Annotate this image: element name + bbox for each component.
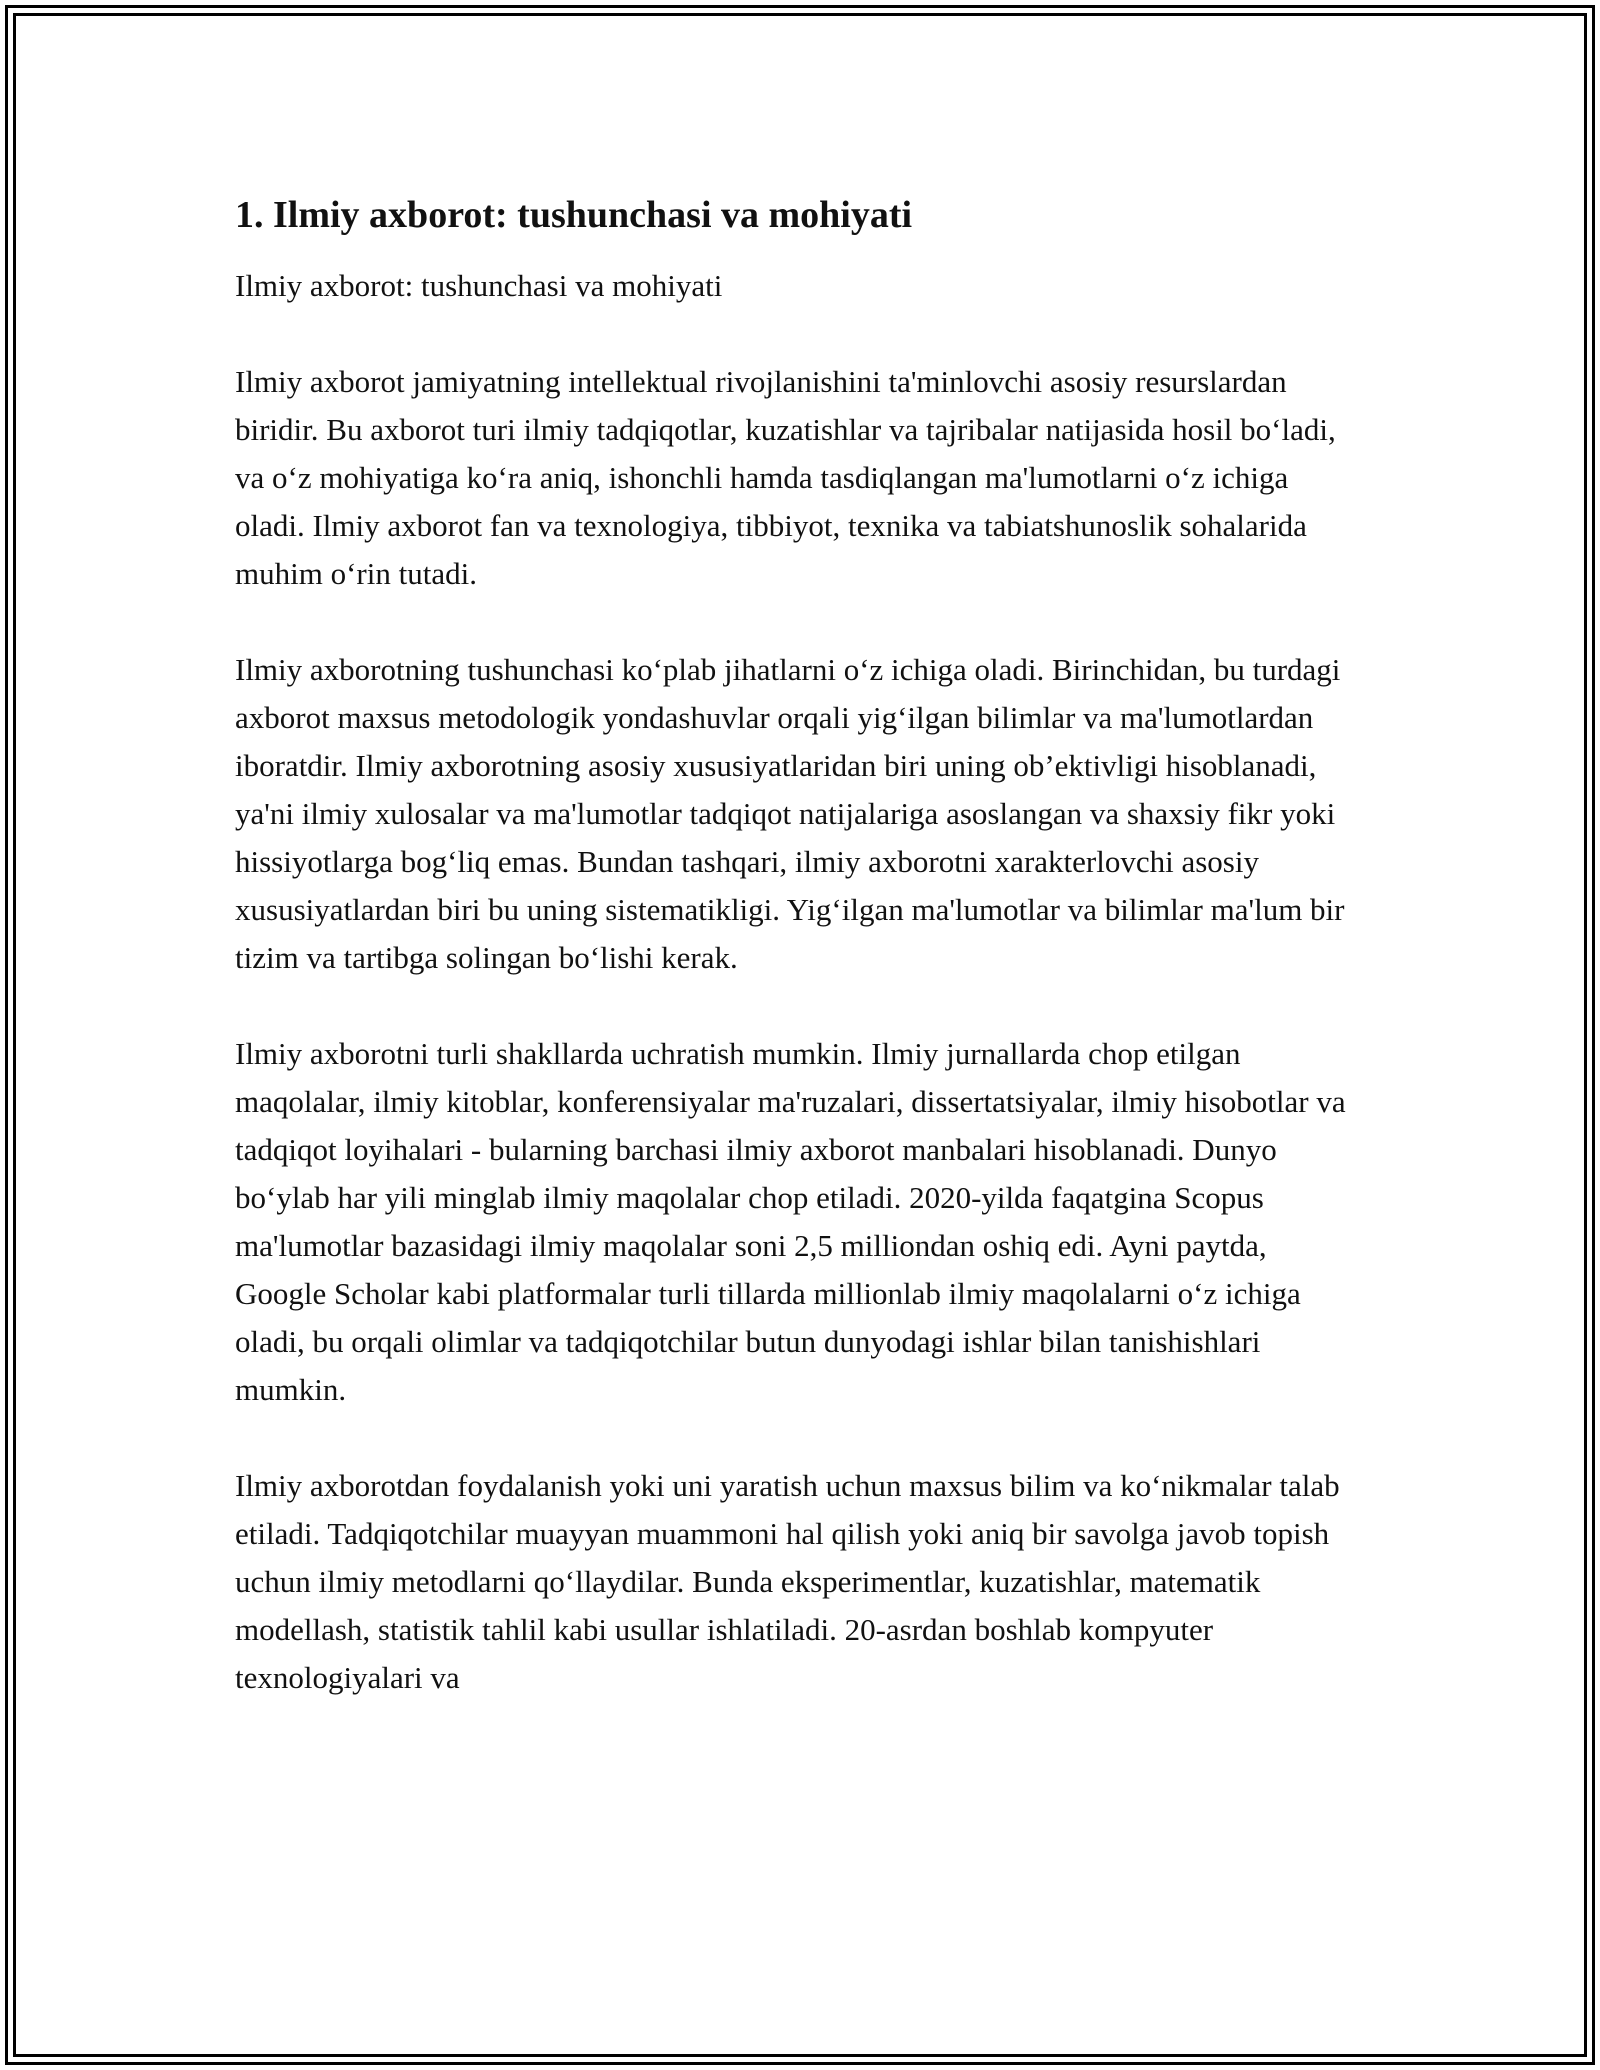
- section-heading: 1. Ilmiy axborot: tushunchasi va mohiyati: [235, 194, 913, 236]
- paragraph-3: Ilmiy axborotni turli shakllarda uchratish mumkin. Ilmiy jurnallarda chop etilgan maqolalar, ilmiy kitoblar, konferensiyalar ma'ruzalari, dissertatsiyalar, ilmiy hisobotlar va tadqiqot loyihalari - bularning barchasi ilmiy axborot manbalari hisoblanadi. Dunyo bo‘ylab har yili minglab ilmiy maqolalar chop etiladi. 2020-yilda faqatgina Scopus ma'lumotlar bazasidagi ilmiy maqolalar soni 2,5 milliondan oshiq edi. Ayni paytda, Google Scholar kabi platformalar turli tillarda millionlab ilmiy maqolalarni o‘z ichiga oladi, bu orqali olimlar va tadqiqotchilar butun dunyodagi ishlar bilan tanishishlari mumkin.: [235, 1036, 1346, 1407]
- paragraph-1: Ilmiy axborot jamiyatning intellektual rivojlanishini ta'minlovchi asosiy resurslardan biridir. Bu axborot turi ilmiy tadqiqotlar, kuzatishlar va tajribalar natijasida hosil bo‘ladi, va o‘z mohiyatiga ko‘ra aniq, ishonchli hamda tasdiqlangan ma'lumotlarni o‘z ichiga oladi. Ilmiy axborot fan va texnologiya, tibbiyot, texnika va tabiatshunoslik sohalarida muhim o‘rin tutadi.: [235, 364, 1336, 591]
- section-subheading: Ilmiy axborot: tushunchasi va mohiyati: [235, 268, 723, 303]
- paragraph-2: Ilmiy axborotning tushunchasi ko‘plab jihatlarni o‘z ichiga oladi. Birinchidan, bu turdagi axborot maxsus metodologik yondashuvlar orqali yig‘ilgan bilimlar va ma'lumotlardan iboratdir. Ilmiy axborotning asosiy xususiyatlaridan biri uning ob’ektivligi hisoblanadi, ya'ni ilmiy xulosalar va ma'lumotlar tadqiqot natijalariga asoslangan va shaxsiy fikr yoki hissiyotlarga bog‘liq emas. Bundan tashqari, ilmiy axborotni xarakterlovchi asosiy xususiyatlardan biri bu uning sistematikligi. Yig‘ilgan ma'lumotlar va bilimlar ma'lum bir tizim va tartibga solingan bo‘lishi kerak.: [235, 652, 1345, 975]
- document-body: [235, 190, 1365, 1702]
- paragraph-4: Ilmiy axborotdan foydalanish yoki uni yaratish uchun maxsus bilim va ko‘nikmalar talab etiladi. Tadqiqotchilar muayyan muammoni hal qilish yoki aniq bir savolga javob topish uchun ilmiy metodlarni qo‘llaydilar. Bunda eksperimentlar, kuzatishlar, matematik modellash, statistik tahlil kabi usullar ishlatiladi. 20-asrdan boshlab kompyuter texnologiyalari va: [235, 1468, 1340, 1695]
